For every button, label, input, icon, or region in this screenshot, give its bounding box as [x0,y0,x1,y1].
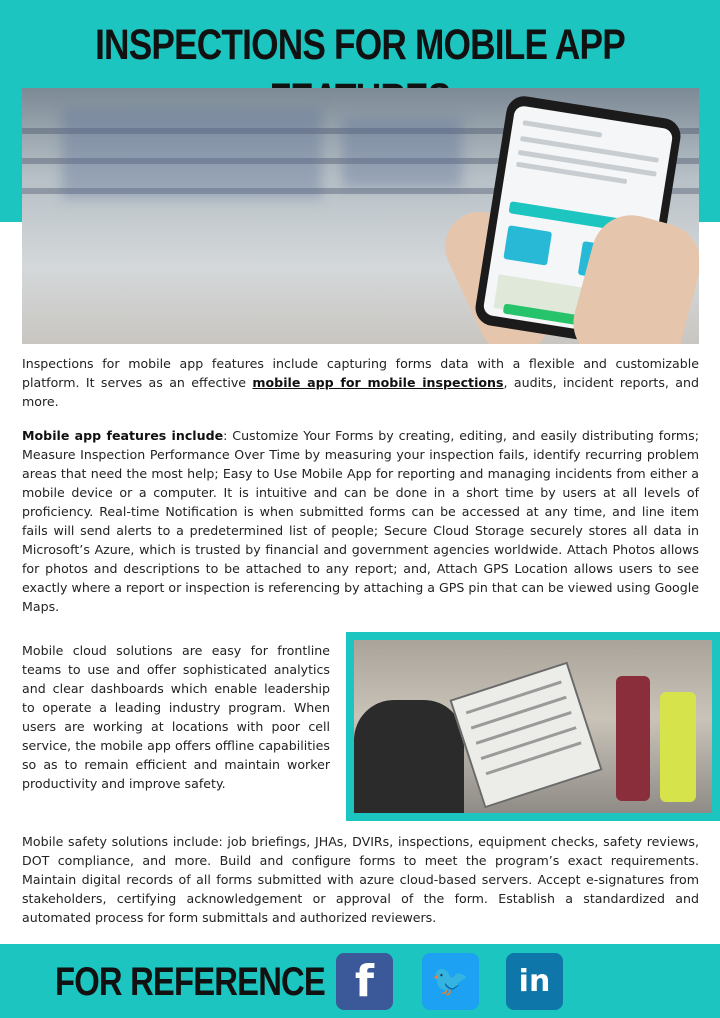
intro-text-end: , audits, incident reports, and more. [22,375,699,409]
mobile-inspections-link[interactable]: mobile app for mobile inspections [252,375,504,390]
clipboard-line [481,726,577,760]
worker-red [616,676,650,801]
page-title: INSPECTIONS FOR MOBILE APP [95,21,625,69]
screen-line [522,120,602,137]
clipboard [449,662,602,809]
safety-paragraph: Mobile safety solutions include: job briefings, JHAs, DVIRs, inspections, equipment checks, safety reviews, DOT compliance, and more. Build and configure forms to meet the program’s exact requirements. Maintain digital records of all forms submitted with azure cloud-based servers. Accept e-signatures from stakeholders, certifying acknowledgement or approval of the form. Establish a standardized and automated process for form submittals and authorized reviewers. [22,834,699,925]
features-text: : Customize Your Forms by creating, editing, and easily distributing forms; Measure Inspection Performance Over Time by measuring your inspection fails, identify recurring problem areas that need the most help; Easy to Use Mobile App for reporting and managing incidents from either a mobile device or a computer. It is intuitive and can be done in a short time by users at all levels of proficiency. Real-time Notification is when submitted forms can be accessed at any time, and line item fails will send alerts to a predetermined list of people; Secure Cloud Storage securely stores all data in Microsoft’s Azure, which is trusted by financial and government agencies worldwide. Attach Photos allows for photos and descriptions to be attached to any report; and, Attach GPS Location allows users to see exactly where a report or inspection is referencing by attaching a GPS pin that can be viewed using Google Maps. [22,428,699,614]
facebook-icon[interactable]: f [336,953,393,1010]
inspector-arm [354,700,464,813]
twitter-icon[interactable]: 🐦 [422,953,479,1010]
features-lead: Mobile app features include [22,428,224,443]
worker-vest [660,692,696,802]
screen-tile [503,225,552,265]
clipboard-line [466,681,562,715]
intro-text: Inspections for mobile app features include capturing forms data with a flexible and customizable platform. It serves as an effective [22,356,699,390]
inspection-photo-frame [346,632,720,821]
inspection-photo [354,640,712,813]
intro-paragraph [22,354,699,411]
hero-image [22,88,699,344]
warehouse-racks [342,118,462,188]
clipboard-line [471,696,567,730]
features-paragraph [22,426,699,616]
cloud-paragraph: Mobile cloud solutions are easy for frontline teams to use and offer sophisticated analytics and clear dashboards which enable leadership to operate a leading industry program. When users are working at locations with poor cell service, the mobile app offers offline capabilities so as to remain efficient and maintain worker productivity and improve safety. [22,643,330,791]
warehouse-racks [62,108,322,198]
clipboard-line [476,711,572,745]
footer-title: FOR REFERENCE [55,960,325,1004]
linkedin-icon[interactable]: in [506,953,563,1010]
clipboard-line [486,741,582,775]
screen-line [520,136,659,163]
